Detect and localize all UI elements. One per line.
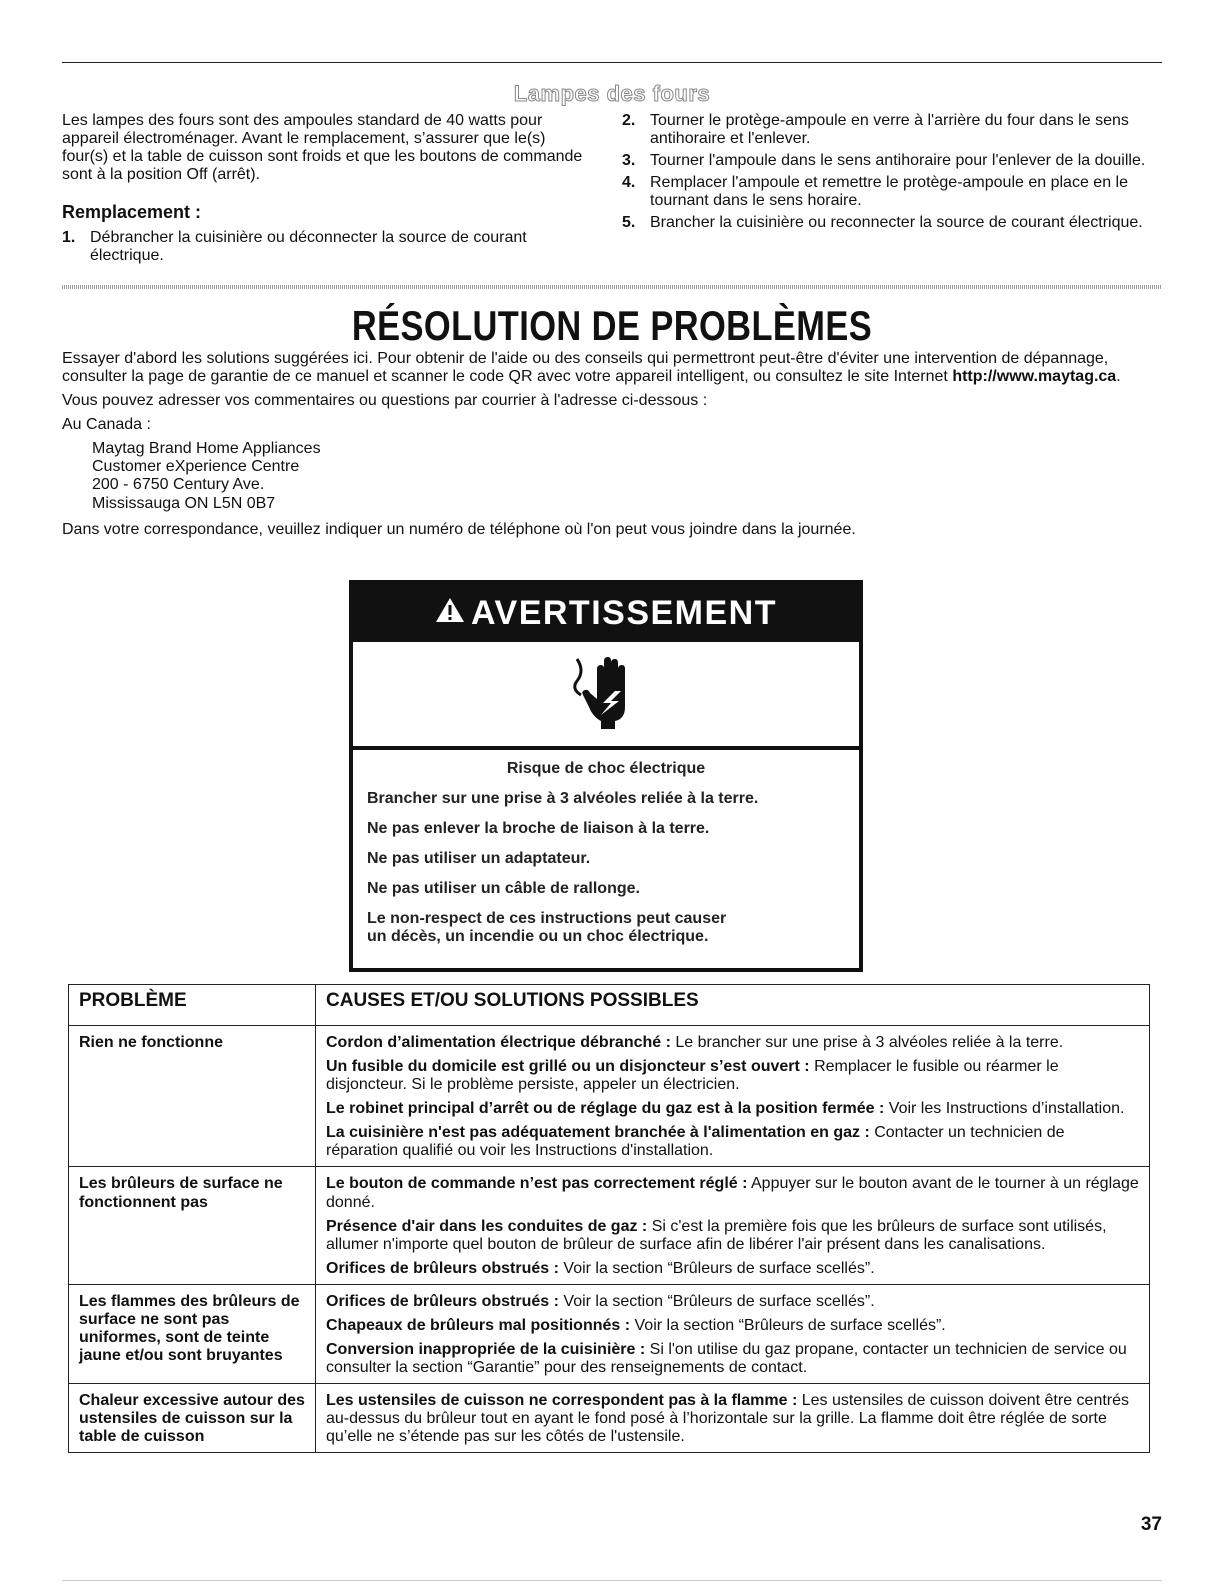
replacement-subhead: Remplacement : xyxy=(62,202,202,223)
solution-text: Le brancher sur une prise à 3 alvéoles reliée à la terre. xyxy=(670,1034,1064,1051)
solution-cell xyxy=(316,1284,1150,1383)
warning-heading: Risque de choc électrique xyxy=(506,760,706,777)
intro-text: Essayer d'abord les solutions suggérées ici. Pour obtenir de l'aide ou des conseils qui permettront peut-être d'éviter une intervention de dépannage, consulter la page de garantie de ce manuel et scanner le code QR avec votre appareil intelligent, ou consultez le site Internet xyxy=(62,350,1109,386)
table-row xyxy=(69,1284,1150,1383)
solution-item xyxy=(326,1034,1139,1052)
warning-line: Brancher sur une prise à 3 alvéoles reliée à la terre. xyxy=(367,790,759,808)
warning-line: Ne pas utiliser un adaptateur. xyxy=(367,850,591,868)
problem-cell: Rien ne fonctionne xyxy=(69,1026,316,1167)
solution-item xyxy=(326,1175,1139,1211)
problem-cell: Les flammes des brûleurs de surface ne sont pas uniformes, sont de teinte jaune et/ou sont bruyantes xyxy=(69,1284,316,1383)
warning-icon-area xyxy=(353,642,859,750)
consequence-line: un décès, un incendie ou un choc électrique. xyxy=(367,928,709,946)
table-row xyxy=(69,1384,1150,1453)
solution-item xyxy=(326,1124,1139,1160)
column-header-problem: PROBLÈME xyxy=(69,985,316,1026)
mail-text: Vous pouvez adresser vos commentaires ou questions par courrier à l'adresse ci-dessous : xyxy=(62,392,708,410)
url-suffix: . xyxy=(1116,368,1121,386)
solution-text: Si l'on utilise du gaz propane, contacter un technicien de service ou consulter la section “Garantie” pour des renseignements de contact. xyxy=(326,1341,1127,1377)
solution-item xyxy=(326,1100,1139,1118)
troubleshooting-title: RÉSOLUTION DE PROBLÈMES xyxy=(351,302,873,349)
troubleshooting-table xyxy=(68,984,1150,1453)
address-line: Mississauga ON L5N 0B7 xyxy=(92,494,276,512)
solution-cell xyxy=(316,1384,1150,1453)
solution-item xyxy=(326,1218,1139,1254)
solution-cause: Chapeaux de brûleurs mal positionnés : xyxy=(326,1316,631,1334)
solution-cause: Conversion inappropriée de la cuisinière : xyxy=(326,1341,646,1359)
step-text: Tourner l'ampoule dans le sens antihoraire pour l'enlever de la douille. xyxy=(650,152,1146,170)
solution-item xyxy=(326,1392,1139,1446)
solution-cell xyxy=(316,1167,1150,1284)
lamp-step xyxy=(62,229,592,265)
lamp-step xyxy=(622,112,1162,148)
lamp-step xyxy=(622,152,1162,170)
solution-item xyxy=(326,1341,1139,1377)
problem-cell: Chaleur excessive autour des ustensiles de cuisson sur la table de cuisson xyxy=(69,1384,316,1453)
bottom-rule xyxy=(62,1580,1162,1581)
solution-cause: Cordon d’alimentation électrique débranché : xyxy=(326,1034,671,1051)
solution-text: Contacter un technicien de réparation qualifié ou voir les Instructions d'installation. xyxy=(326,1124,1065,1160)
step-text: Tourner le protège-ampoule en verre à l'arrière du four dans le sens antihoraire et l'enlever. xyxy=(650,112,1129,148)
solution-cause: La cuisinière n'est pas adéquatement branchée à l'alimentation en gaz : xyxy=(326,1124,870,1142)
address-line: 200 - 6750 Century Ave. xyxy=(92,476,265,494)
table-header-row xyxy=(69,985,1150,1026)
solution-cause: Orifices de brûleurs obstrués : xyxy=(326,1292,559,1310)
solution-item xyxy=(326,1293,1139,1311)
warning-header xyxy=(353,584,859,642)
solution-text: Remplacer le fusible ou réarmer le disjoncteur. Si le problème persiste, appeler un électricien. xyxy=(326,1058,1059,1094)
solution-cause: Le robinet principal d’arrêt ou de réglage du gaz est à la position fermée : xyxy=(326,1100,885,1118)
address-line: Customer eXperience Centre xyxy=(92,458,300,476)
solution-item xyxy=(326,1317,1139,1335)
solution-cause: Orifices de brûleurs obstrués : xyxy=(326,1259,559,1277)
address-line: Maytag Brand Home Appliances xyxy=(92,440,321,458)
column-header-solutions: CAUSES ET/OU SOLUTIONS POSSIBLES xyxy=(316,985,1150,1026)
solution-cause: Les ustensiles de cuisson ne correspondent pas à la flamme : xyxy=(326,1392,798,1410)
lamps-section-title: Lampes des fours xyxy=(513,81,711,106)
solution-text: Voir les Instructions d’installation. xyxy=(884,1100,1125,1118)
lamps-intro: Les lampes des fours sont des ampoules standard de 40 watts pour appareil électroménager. Avant le remplacement, s’assurer que le(s) four(s) et la table de cuisson sont froids et que les boutons de commande sont à la position Off (arrêt). xyxy=(62,112,583,184)
warning-line: Ne pas enlever la broche de liaison à la terre. xyxy=(367,820,710,838)
problem-cell: Les brûleurs de surface ne fonctionnent pas xyxy=(69,1167,316,1284)
phone-note: Dans votre correspondance, veuillez indiquer un numéro de téléphone où l'on peut vous joindre dans la journée. xyxy=(62,520,856,538)
solution-text: Les ustensiles de cuisson doivent être centrés au-dessus du brûleur tout en ayant le fond posé à l’horizontale sur la grille. La flamme doit être réglée de sorte qu’elle ne s’étende pas sur les côtés de l'ustensile. xyxy=(326,1392,1130,1446)
lamp-step xyxy=(622,214,1162,232)
step-number: 3. xyxy=(622,152,636,170)
section-divider xyxy=(62,285,1162,289)
warning-body xyxy=(353,750,859,947)
step-text: Débrancher la cuisinière ou déconnecter la source de courant électrique. xyxy=(90,228,527,264)
country-label: Au Canada : xyxy=(62,416,151,434)
electric-shock-hand-icon xyxy=(571,651,641,736)
warning-triangle-icon xyxy=(435,594,465,632)
page-number: 37 xyxy=(1140,1514,1162,1535)
intro-paragraph xyxy=(62,350,1162,386)
step-number: 1. xyxy=(62,228,76,246)
step-text: Brancher la cuisinière ou reconnecter la source de courant électrique. xyxy=(650,214,1143,232)
website-link[interactable]: http://www.maytag.ca xyxy=(952,368,1117,386)
consequence-line: Le non-respect de ces instructions peut causer xyxy=(367,910,727,928)
table-row xyxy=(69,1167,1150,1284)
lamps-left-column xyxy=(62,112,592,269)
solution-text: Voir la section “Brûleurs de surface scellés”. xyxy=(558,1292,875,1310)
solution-text: Appuyer sur le bouton avant de le tourner à un réglage donné. xyxy=(326,1175,1139,1211)
mailing-address xyxy=(92,440,1162,512)
table-row xyxy=(69,1026,1150,1167)
solution-text: Si c'est la première fois que les brûleurs de surface sont utilisés, allumer n'importe quel bouton de brûleur de surface afin de libérer l'air présent dans les canalisations. xyxy=(326,1217,1107,1253)
solution-text: Voir la section “Brûleurs de surface scellés”. xyxy=(558,1259,875,1277)
solution-cell xyxy=(316,1026,1150,1167)
solution-cause: Un fusible du domicile est grillé ou un disjoncteur s’est ouvert : xyxy=(326,1058,810,1076)
solution-cause: Présence d'air dans les conduites de gaz : xyxy=(326,1217,648,1235)
lamps-right-column xyxy=(622,112,1162,236)
warning-label: AVERTISSEMENT xyxy=(470,593,777,632)
warning-line: Ne pas utiliser un câble de rallonge. xyxy=(367,880,640,898)
lamp-step xyxy=(622,174,1162,210)
solution-text: Voir la section “Brûleurs de surface scellés”. xyxy=(630,1316,946,1334)
solution-item xyxy=(326,1058,1139,1094)
step-number: 4. xyxy=(622,174,636,192)
solution-item xyxy=(326,1260,1139,1278)
step-text: Remplacer l'ampoule et remettre le protège-ampoule en place en le tournant dans le sens horaire. xyxy=(650,174,1128,210)
troubleshooting-intro xyxy=(62,350,1162,545)
step-number: 5. xyxy=(622,214,636,232)
warning-consequence xyxy=(367,910,845,946)
top-rule xyxy=(62,62,1162,63)
warning-box xyxy=(349,580,863,972)
step-number: 2. xyxy=(622,112,636,129)
solution-cause: Le bouton de commande n’est pas correctement réglé : xyxy=(326,1175,748,1193)
